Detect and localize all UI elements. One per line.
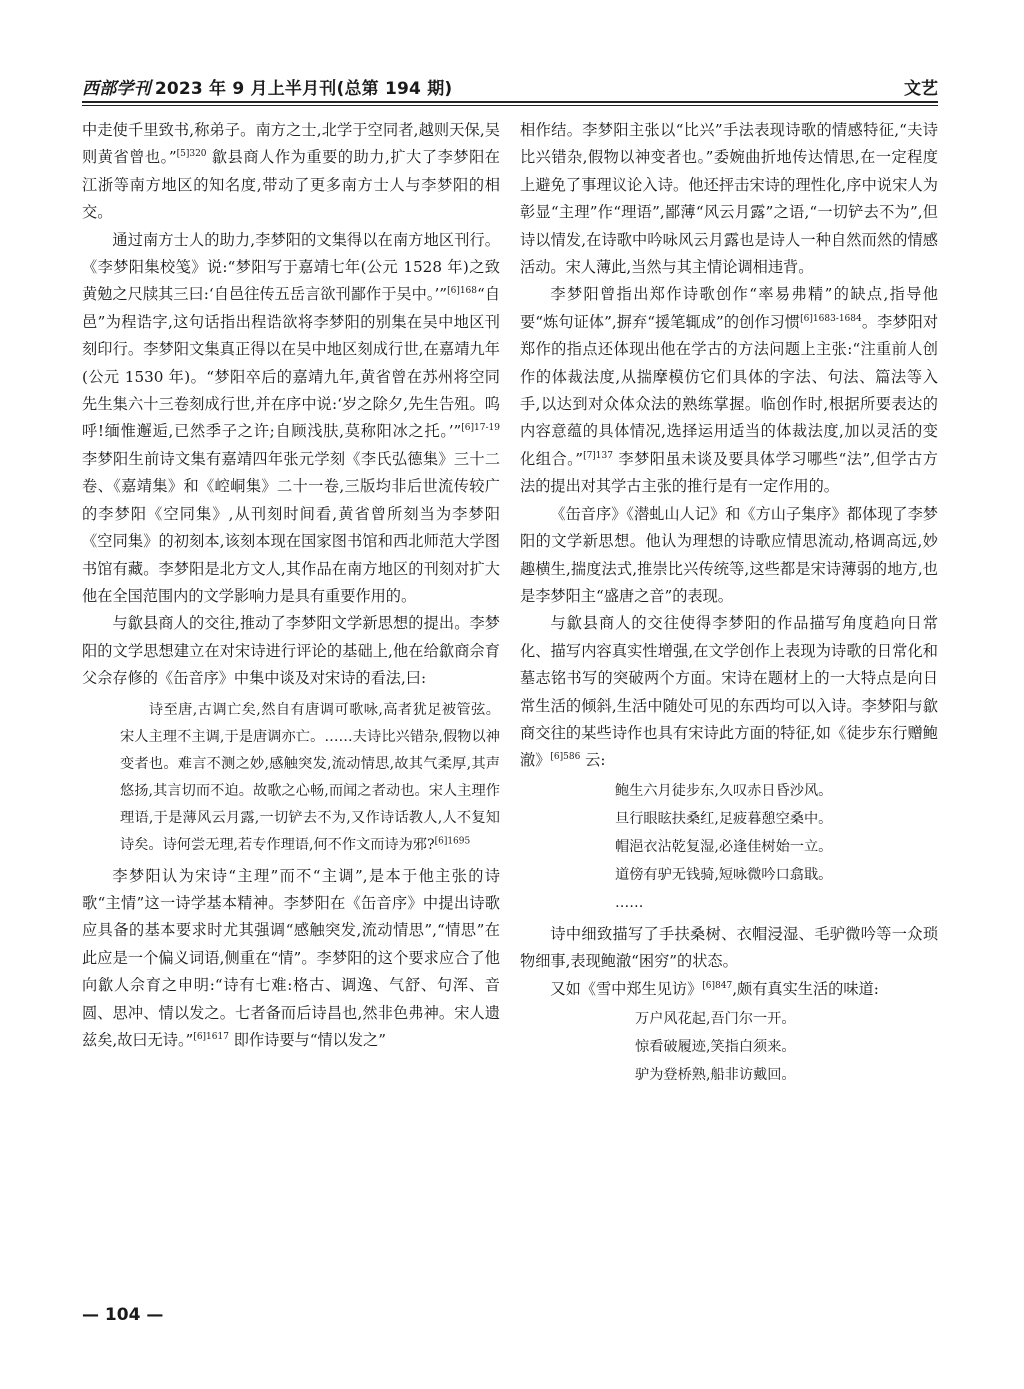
- paragraph: 李梦阳曾指出郑作诗歌创作“率易弗精”的缺点,指导他要“炼句证体”,摒弃“援笔辄成”的创作习惯$^{[6]1683-1684}$。李梦阳对郑作的指点还体现出他在学古的方法问题上主张:“注重前人创作的体裁法度,从揣摩模仿它们具体的字法、句法、篇法等入手,以达到对众体众法的熟练掌握。临创作时,根据所要表达的内容意蕴的具体情况,选择运用适当的体裁法度,加以灵活的变化组合。”$^{[7]137}$ 李梦阳虽未谈及要具体学习哪些“法”,但学古方法的提出对其学古主张的推行是有一定作用的。: [520, 285, 938, 496]
- citation: [6]847: [702, 980, 733, 991]
- right-column: [520, 117, 938, 1093]
- citation: [6]17-19: [461, 423, 500, 434]
- poem-line: 道傍有驴无钱骑,短咏微吟口翕戢。: [615, 866, 833, 883]
- header-rule-thick: [82, 101, 938, 103]
- citation: [5]320: [176, 149, 207, 160]
- paragraph: 通过南方士人的助力,李梦阳的文集得以在南方地区刊行。《李梦阳集校笺》说:“梦阳写于嘉靖七年(公元 1528 年)之致黄勉之尺牍其三曰:‘自邑往传五岳言欲刊鄙作于吴中。’”$^{[6]168}$“自邑”为程诰字,这句话指出程诰欲将李梦阳的别集在吴中地区刊刻印行。李梦阳文集真正得以在吴中地区刻成行世,在嘉靖九年(公元 1530 年)。“梦阳卒后的嘉靖九年,黄省曾在苏州将空同先生集六十三卷刻成行世,并在序中说:‘岁之除夕,先生告殂。呜呼!缅惟邂逅,已然季子之许;自顾浅肤,莫称阳冰之托。’”$^{[6]17-19}$ 李梦阳生前诗文集有嘉靖四年张元学刻《李氏弘德集》三十二卷、《嘉靖集》和《崆峒集》二十一卷,三版均非后世流传较广的李梦阳《空同集》,从刊刻时间看,黄省曾所刻当为李梦阳《空同集》的初刻本,该刻本现在国家图书馆和西北师范大学图书馆有藏。李梦阳是北方文人,其作品在南方地区的刊刻对扩大他在全国范围内的文学影响力是具有重要作用的。: [82, 230, 501, 605]
- paragraph: 又如《雪中郑生见访》$^{[6]847}$,颇有真实生活的味道:: [550, 979, 879, 998]
- citation: [6]168: [447, 286, 478, 297]
- poem-line: 驴为登桥熟,船非访戴回。: [635, 1066, 796, 1083]
- poem-line: 帽浥衣沾乾复湿,必逢佳树始一立。: [615, 838, 833, 855]
- paragraph: 李梦阳认为宋诗“主理”而不“主调”,是本于他主张的诗歌“主情”这一诗学基本精神。李梦阳在《缶音序》中提出诗歌应具备的基本要求时尤其强调“感触突发,流动情思”,“情思”在此应是一个偏义词语,侧重在“情”。李梦阳的这个要求应合了他向歙人佘育之申明:“诗有七难:格古、调逸、气舒、句浑、音圆、思冲、情以发之。七者备而后诗昌也,然非色弗神。宋人遗兹矣,故曰无诗。”$^{[6]1617}$ 即作诗要与“情以发之”: [82, 866, 500, 1049]
- paragraph: 与歙县商人的交往,推动了李梦阳文学新思想的提出。李梦阳的文学思想建立在对宋诗进行评论的基础上,他在给歙商佘育父佘存修的《缶音序》中集中谈及对宋诗的看法,曰:: [82, 614, 500, 688]
- running-header: [82, 74, 938, 100]
- paragraph: 相作结。李梦阳主张以“比兴”手法表现诗歌的情感特征,“夫诗比兴错杂,假物以神变者也。”委婉曲折地传达情思,在一定程度上避免了事理议论入诗。他还抨击宋诗的理性化,序中说宋人为彰显“主理”作“理语”,鄙薄“风云月露”之语,“一切铲去不为”,但诗以情发,在诗歌中吟咏风云月露也是诗人一种自然而然的情感活动。宋人薄此,当然与其主情论调相违背。: [520, 121, 938, 277]
- citation: [6]586: [550, 752, 581, 763]
- left-column: [82, 117, 500, 1054]
- poem-line: 鲍生六月徒步东,久叹赤日昏沙风。: [615, 782, 833, 799]
- journal-title: [82, 74, 452, 99]
- paragraph: 《缶音序》《潜虬山人记》和《方山子集序》都体现了李梦阳的文学新思想。他认为理想的诗歌应情思流动,格调高远,妙趣横生,揣度法式,推崇比兴传统等,这些都是宋诗薄弱的地方,也是李梦阳主“盛唐之音”的表现。: [520, 504, 938, 605]
- block-quote: 诗至唐,古调亡矣,然自有唐调可歌咏,高者犹足被管弦。宋人主理不主调,于是唐调亦亡。……夫诗比兴错杂,假物以神变者也。难言不测之妙,感触突发,流动情思,故其气柔厚,其声悠扬,其言切而不迫。故歌之心畅,而闻之者动也。宋人主理作理语,于是薄风云月露,一切铲去不为,又作诗话教人,人不复知诗矣。诗何尝无理,若专作理语,何不作文而诗为邪?$^{[6]1695}$: [120, 701, 500, 853]
- citation: [6]1695: [434, 835, 471, 846]
- header-rule-thin: [82, 105, 938, 106]
- journal-logo: 西部学刊: [82, 79, 151, 99]
- page-number: — 104 —: [82, 1305, 164, 1325]
- section-name: 文艺: [904, 79, 938, 99]
- poem-line: ……: [615, 894, 644, 911]
- citation: [6]1683-1684: [800, 313, 862, 324]
- citation: [6]1617: [193, 1031, 229, 1042]
- poem-line: 万户风花起,吾门尔一开。: [635, 1010, 796, 1027]
- citation: [7]137: [583, 450, 613, 461]
- paragraph: 与歙县商人的交往使得李梦阳的作品描写角度趋向日常化、描写内容真实性增强,在文学创作上表现为诗歌的日常化和墓志铭书写的突破两个方面。宋诗在题材上的一大特点是向日常生活的倾斜,生活中随处可见的东西均可以入诗。李梦阳与歙商交往的某些诗作也具有宋诗此方面的特征,如《徒步东行赠鲍澈》$^{[6]586}$ 云:: [520, 614, 938, 770]
- poem-line: 旦行眼眩扶桑红,足疲暮憩空桑中。: [615, 810, 833, 827]
- poem: [520, 1005, 938, 1089]
- paragraph: 中走使千里致书,称弟子。南方之士,北学于空同者,越则天保,吴则黄省曾也。”$^{[5]320}$ 歙县商人作为重要的助力,扩大了李梦阳在江浙等南方地区的知名度,带动了更多南方士人与李梦阳的相交。: [82, 121, 500, 222]
- issue-info: 2023 年 9 月上半月刊(总第 194 期): [154, 79, 453, 99]
- paragraph: 诗中细致描写了手扶桑树、衣帽浸湿、毛驴微吟等一众琐物细事,表现鲍澈“困穷”的状态。: [520, 924, 938, 971]
- poem: [520, 777, 938, 917]
- poem-line: 惊看破履迹,笑指白须来。: [635, 1038, 796, 1055]
